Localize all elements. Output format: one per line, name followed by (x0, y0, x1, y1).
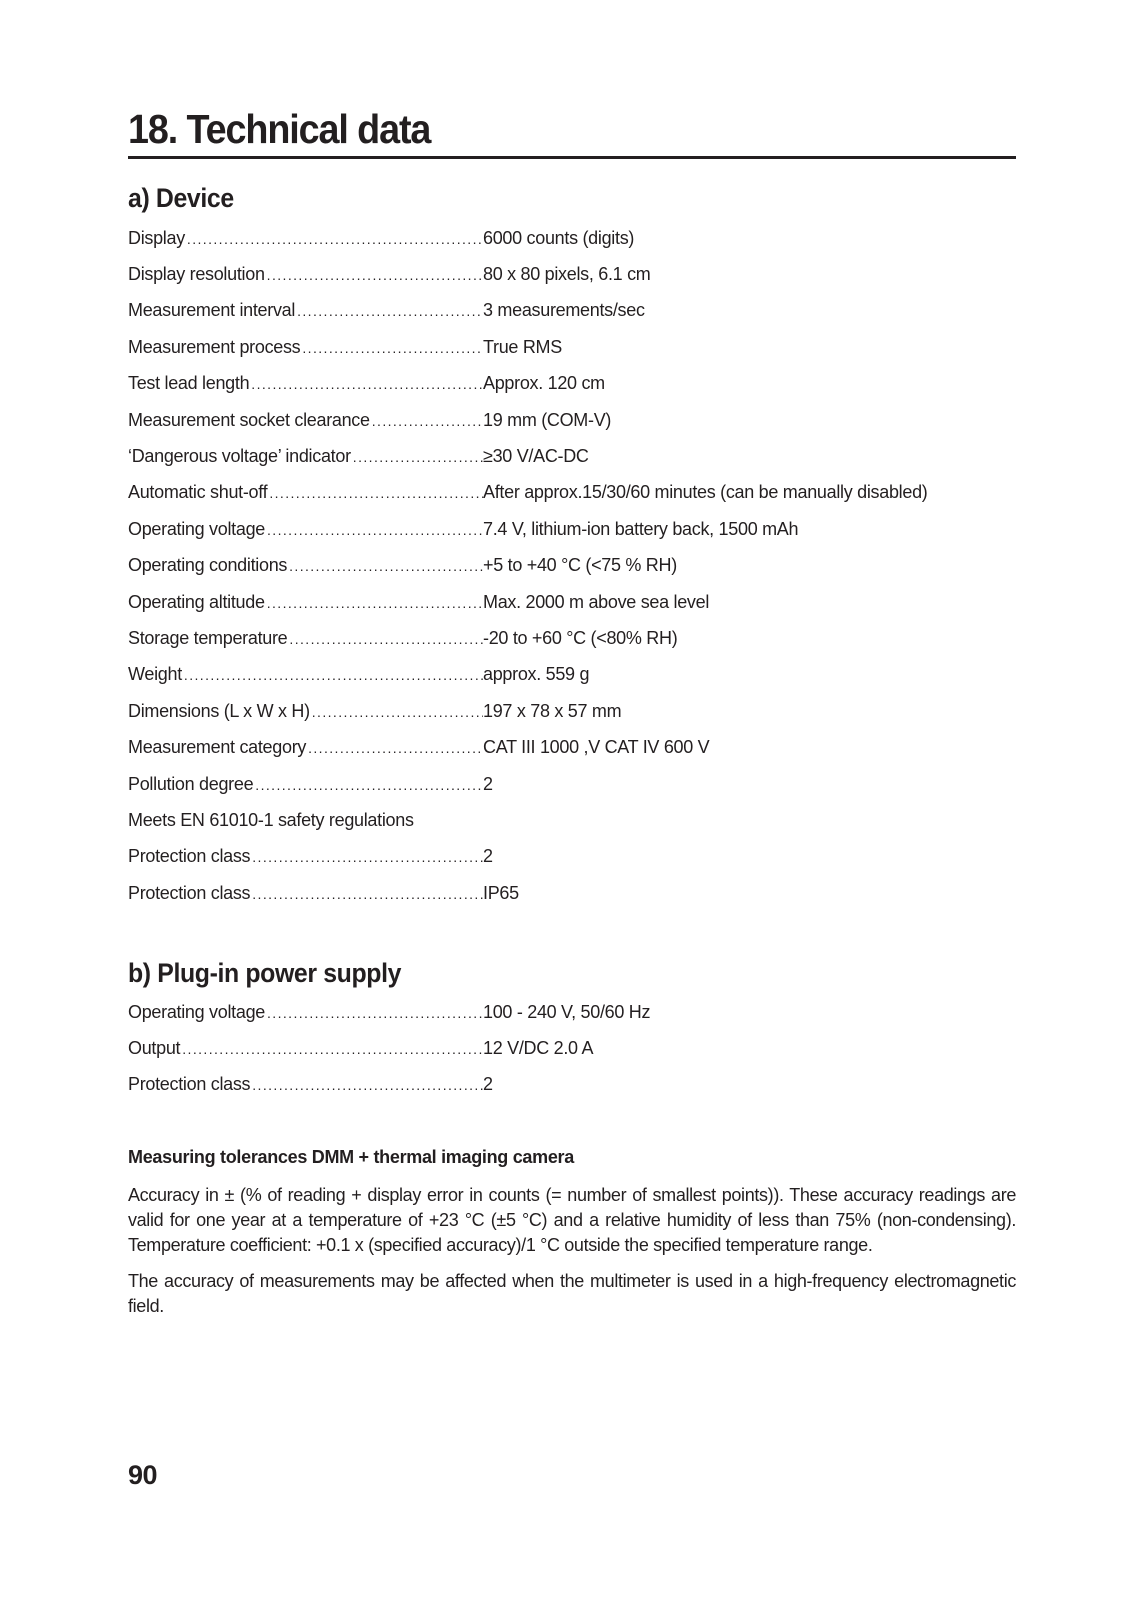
dot-leader (302, 340, 483, 356)
dot-leader (252, 886, 483, 902)
spec-row (128, 584, 1016, 620)
page-heading: 18. Technical data (128, 106, 431, 152)
spec-value: After approx.15/30/60 minutes (can be manually disabled) (483, 482, 928, 503)
spec-row (128, 620, 1016, 656)
spec-row (128, 548, 1016, 584)
dot-leader (187, 231, 483, 247)
spec-value: 3 measurements/sec (483, 300, 645, 321)
heading-rule (128, 156, 1016, 159)
dot-leader (267, 1005, 483, 1021)
spec-value: True RMS (483, 336, 562, 357)
dot-leader (353, 449, 483, 465)
spec-label: ‘Dangerous voltage’ indicator (128, 446, 351, 467)
spec-row-standard (128, 802, 1016, 838)
spec-value: 19 mm (COM-V) (483, 409, 612, 430)
spec-row (128, 766, 1016, 802)
dot-leader (267, 595, 483, 611)
dot-leader (289, 558, 483, 574)
dot-leader (251, 376, 483, 392)
spec-value: CAT III 1000 ,V CAT IV 600 V (483, 737, 710, 758)
spec-row (128, 220, 1016, 256)
dot-leader (182, 1041, 483, 1057)
spec-row (128, 875, 1016, 911)
spec-value: ≥30 V/AC-DC (483, 446, 589, 467)
spec-label: Protection class (128, 1074, 251, 1095)
spec-value: 2 (483, 1074, 493, 1095)
spec-label: Measurement socket clearance (128, 409, 370, 430)
spec-row (128, 1067, 1016, 1103)
spec-label: Dimensions (L x W x H) (128, 700, 310, 721)
page-number: 90 (128, 1460, 158, 1490)
spec-value: +5 to +40 °C (<75 % RH) (483, 555, 677, 576)
section-title-device: a) Device (128, 183, 234, 213)
dot-leader (297, 303, 483, 319)
dot-leader (252, 1077, 483, 1093)
dot-leader (184, 667, 483, 683)
spec-value: 2 (483, 846, 493, 867)
spec-label: Test lead length (128, 373, 250, 394)
dot-leader (289, 631, 483, 647)
spec-value: 197 x 78 x 57 mm (483, 700, 622, 721)
spec-row (128, 729, 1016, 765)
dot-leader (267, 522, 483, 538)
device-spec-list (128, 220, 1016, 911)
spec-row (128, 994, 1016, 1030)
spec-label: Operating altitude (128, 591, 265, 612)
dot-leader (252, 849, 483, 865)
spec-row (128, 693, 1016, 729)
spec-value: Approx. 120 cm (483, 373, 605, 394)
spec-row (128, 839, 1016, 875)
spec-value: 2 (483, 773, 493, 794)
power-supply-spec-list (128, 994, 1016, 1103)
spec-value: approx. 559 g (483, 664, 590, 685)
spec-label: Measurement category (128, 737, 307, 758)
spec-value: 12 V/DC 2.0 A (483, 1038, 594, 1059)
spec-value: IP65 (483, 882, 519, 903)
section-title-power-supply: b) Plug-in power supply (128, 958, 402, 988)
spec-label: Protection class (128, 846, 251, 867)
tolerances-heading: Measuring tolerances DMM + thermal imaging camera (128, 1147, 574, 1167)
spec-value: Max. 2000 m above sea level (483, 591, 710, 612)
spec-row (128, 475, 1016, 511)
spec-label: Operating conditions (128, 555, 288, 576)
dot-leader (269, 485, 483, 501)
dot-leader (372, 413, 483, 429)
dot-leader (267, 267, 483, 283)
spec-row (128, 329, 1016, 365)
spec-label: Operating voltage (128, 518, 265, 539)
spec-label: Storage temperature (128, 627, 288, 648)
spec-row (128, 402, 1016, 438)
dot-leader (308, 740, 483, 756)
spec-label: Display resolution (128, 264, 265, 285)
spec-value: -20 to +60 °C (<80% RH) (483, 627, 678, 648)
spec-label: Operating voltage (128, 1001, 265, 1022)
spec-label: Display (128, 227, 185, 248)
spec-row (128, 293, 1016, 329)
spec-row (128, 256, 1016, 292)
spec-row (128, 1030, 1016, 1066)
spec-row (128, 511, 1016, 547)
tolerances-paragraph-hf-field: The accuracy of measurements may be affected when the multimeter is used in a high-frequency electromagnetic field. (128, 1271, 1016, 1316)
spec-value: 80 x 80 pixels, 6.1 cm (483, 264, 651, 285)
spec-value: 6000 counts (digits) (483, 227, 635, 248)
spec-label: Weight (128, 664, 182, 685)
spec-label: Protection class (128, 882, 251, 903)
spec-label: Measurement process (128, 336, 301, 357)
tolerances-paragraph-accuracy: Accuracy in ± (% of reading + display error in counts (= number of smallest points)). These accuracy readings are valid for one year at a temperature of +23 °C (±5 °C) and a relative humidity of less than 75% (non-condensing). Temperature coefficient: +0.1 x (specified accuracy)/1 °C outside the specified temperature range. (128, 1185, 1016, 1255)
dot-leader (255, 777, 483, 793)
spec-row (128, 657, 1016, 693)
dot-leader (312, 704, 483, 720)
spec-value: 100 - 240 V, 50/60 Hz (483, 1001, 651, 1022)
spec-label: Automatic shut-off (128, 482, 268, 503)
spec-label: Output (128, 1038, 181, 1059)
spec-row (128, 366, 1016, 402)
spec-label: Pollution degree (128, 773, 254, 794)
spec-row (128, 438, 1016, 474)
spec-value: 7.4 V, lithium-ion battery back, 1500 mAh (483, 518, 799, 539)
spec-label: Meets EN 61010-1 safety regulations (128, 809, 414, 830)
spec-label: Measurement interval (128, 300, 296, 321)
